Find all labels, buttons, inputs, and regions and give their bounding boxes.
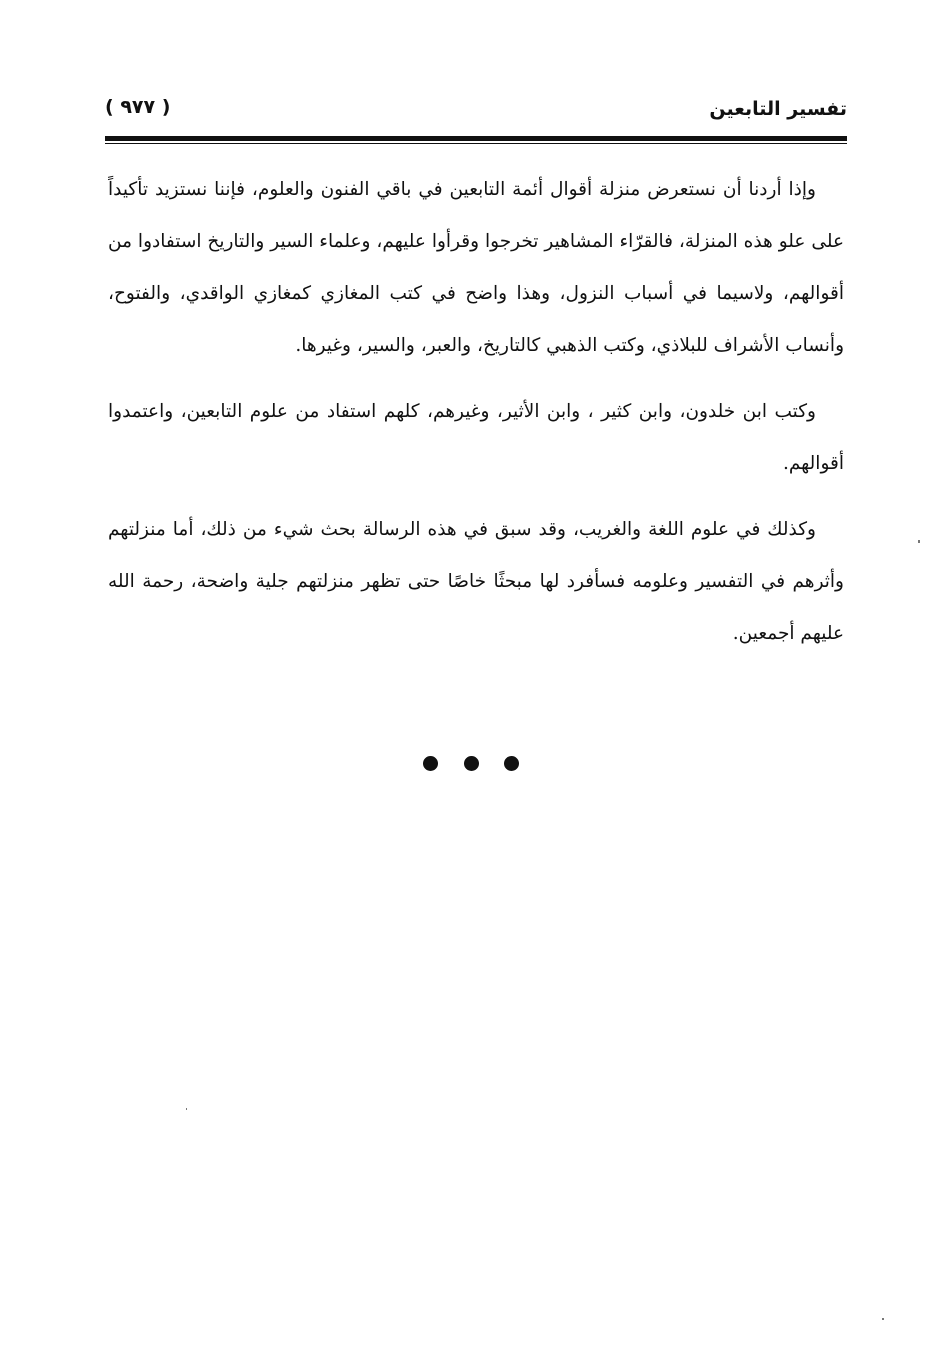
running-head-title: تفسير التابعين (709, 98, 847, 120)
scan-speck (918, 540, 920, 543)
scan-speck (186, 1108, 187, 1110)
separator-dot (423, 756, 438, 771)
header-rule-thick (105, 136, 847, 141)
header-rule-thin (105, 143, 847, 144)
scan-speck (882, 1318, 884, 1320)
paragraph-2: وكتب ابن خلدون، وابن كثير ، وابن الأثير، وغيرهم، كلهم استفاد من علوم التابعين، واعتمدوا أقوالهم. (108, 401, 844, 474)
body-text (108, 164, 844, 674)
page-number: ( ٩٧٧ ) (105, 96, 171, 118)
separator-dot (504, 756, 519, 771)
paragraph-3: وكذلك في علوم اللغة والغريب، وقد سبق في هذه الرسالة بحث شيء من ذلك، أما منزلتهم وأثرهم في التفسير وعلومه فسأفرد لها مبحثًا خاصًا حتى تظهر منزلتهم جلية واضحة، رحمة الله عليهم أجمعين. (108, 519, 844, 644)
section-separator (0, 756, 942, 775)
separator-dot (464, 756, 479, 771)
page-header (105, 92, 847, 132)
paragraph-1: وإذا أردنا أن نستعرض منزلة أقوال أئمة التابعين في باقي الفنون والعلوم، فإننا نستزيد تأكيداً على علو هذه المنزلة، فالقرّاء المشاهير تخرجوا وقرأوا عليهم، وعلماء السير والتاريخ استفادوا من أقوالهم، ولاسيما في أسباب النزول، وهذا واضح في كتب المغازي كمغازي الواقدي، والفتوح، وأنساب الأشراف للبلاذي، وكتب الذهبي كالتاريخ، والعبر، والسير، وغيرها. (108, 179, 844, 356)
